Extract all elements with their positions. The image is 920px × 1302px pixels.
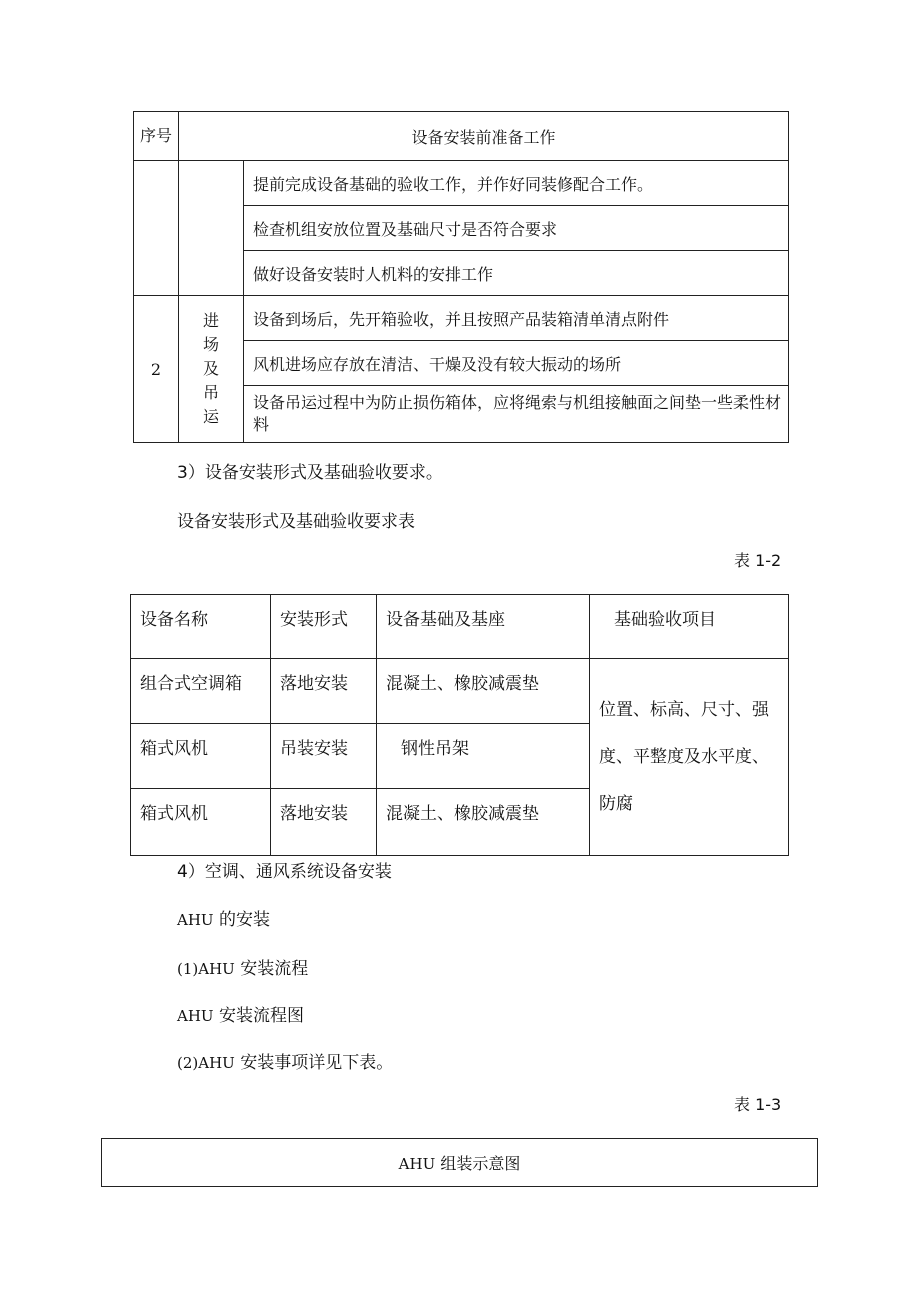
table-cell: 落地安装 xyxy=(271,789,377,856)
prep-item: 设备吊运过程中为防止损伤箱体，应将绳索与机组接触面之间垫一些柔性材料 xyxy=(244,386,789,443)
table-cell: 混凝土、橡胶减震垫 xyxy=(377,659,590,724)
ahu-install-text: 的安装 xyxy=(218,910,270,930)
flow-text: 安装流程图 xyxy=(218,1006,304,1026)
table-cell: 组合式空调箱 xyxy=(131,659,271,724)
install-form-table xyxy=(130,594,789,856)
col-header-base: 设备基础及基座 xyxy=(377,595,590,659)
prep-item: 做好设备安装时人机料的安排工作 xyxy=(244,251,789,296)
col-header-acceptance: 基础验收项目 xyxy=(590,595,789,659)
step2-text: 安装事项详见下表。 xyxy=(240,1053,394,1073)
phase-cell-2 xyxy=(179,296,244,443)
ahu-step2 xyxy=(177,1048,393,1073)
table2-caption: 设备安装形式及基础验收要求表 xyxy=(177,512,415,532)
ahu-install-heading xyxy=(177,905,270,930)
prep-work-header: 设备安装前准备工作 xyxy=(179,112,789,161)
table-cell: 吊装安装 xyxy=(271,724,377,789)
table-cell: 钢性吊架 xyxy=(377,724,590,789)
seq-header: 序号 xyxy=(134,112,179,161)
step2-prefix: (2)AHU xyxy=(177,1054,235,1072)
section-3-heading: 3）设备安装形式及基础验收要求。 xyxy=(177,463,443,483)
ahu-prefix: AHU xyxy=(177,911,214,929)
table-cell: 落地安装 xyxy=(271,659,377,724)
phase-cell-1 xyxy=(179,161,244,296)
col-header-install: 安装形式 xyxy=(271,595,377,659)
step1-prefix: (1)AHU xyxy=(177,960,235,978)
table-cell: 箱式风机 xyxy=(131,724,271,789)
ahu-assembly-table xyxy=(101,1138,818,1187)
table-cell: 箱式风机 xyxy=(131,789,271,856)
step1-text: 安装流程 xyxy=(240,959,309,979)
prep-item: 设备到场后，先开箱验收，并且按照产品装箱清单清点附件 xyxy=(244,296,789,341)
acceptance-items: 位置、标高、尺寸、强度、平整度及水平度、防腐 xyxy=(590,659,789,856)
ahu-flow-title xyxy=(177,1001,304,1026)
prep-item: 提前完成设备基础的验收工作，并作好同装修配合工作。 xyxy=(244,161,789,206)
ahu-step1 xyxy=(177,954,308,979)
t3-title: 组装示意图 xyxy=(440,1154,521,1173)
t3-prefix: AHU xyxy=(398,1155,436,1173)
phase-label: 进场及吊运 xyxy=(203,311,220,426)
seq-cell-1 xyxy=(134,161,179,296)
table3-label: 表 1-3 xyxy=(734,1095,782,1114)
col-header-device: 设备名称 xyxy=(131,595,271,659)
section-4-heading: 4）空调、通风系统设备安装 xyxy=(177,862,392,882)
table-cell: 混凝土、橡胶减震垫 xyxy=(377,789,590,856)
seq-cell-2: 2 xyxy=(134,296,179,443)
prep-item: 检查机组安放位置及基础尺寸是否符合要求 xyxy=(244,206,789,251)
prep-item: 风机进场应存放在清洁、干燥及没有较大振动的场所 xyxy=(244,341,789,386)
preparation-table xyxy=(133,111,789,443)
table2-label: 表 1-2 xyxy=(734,551,782,570)
flow-prefix: AHU xyxy=(177,1007,214,1025)
ahu-assembly-header xyxy=(102,1139,818,1187)
